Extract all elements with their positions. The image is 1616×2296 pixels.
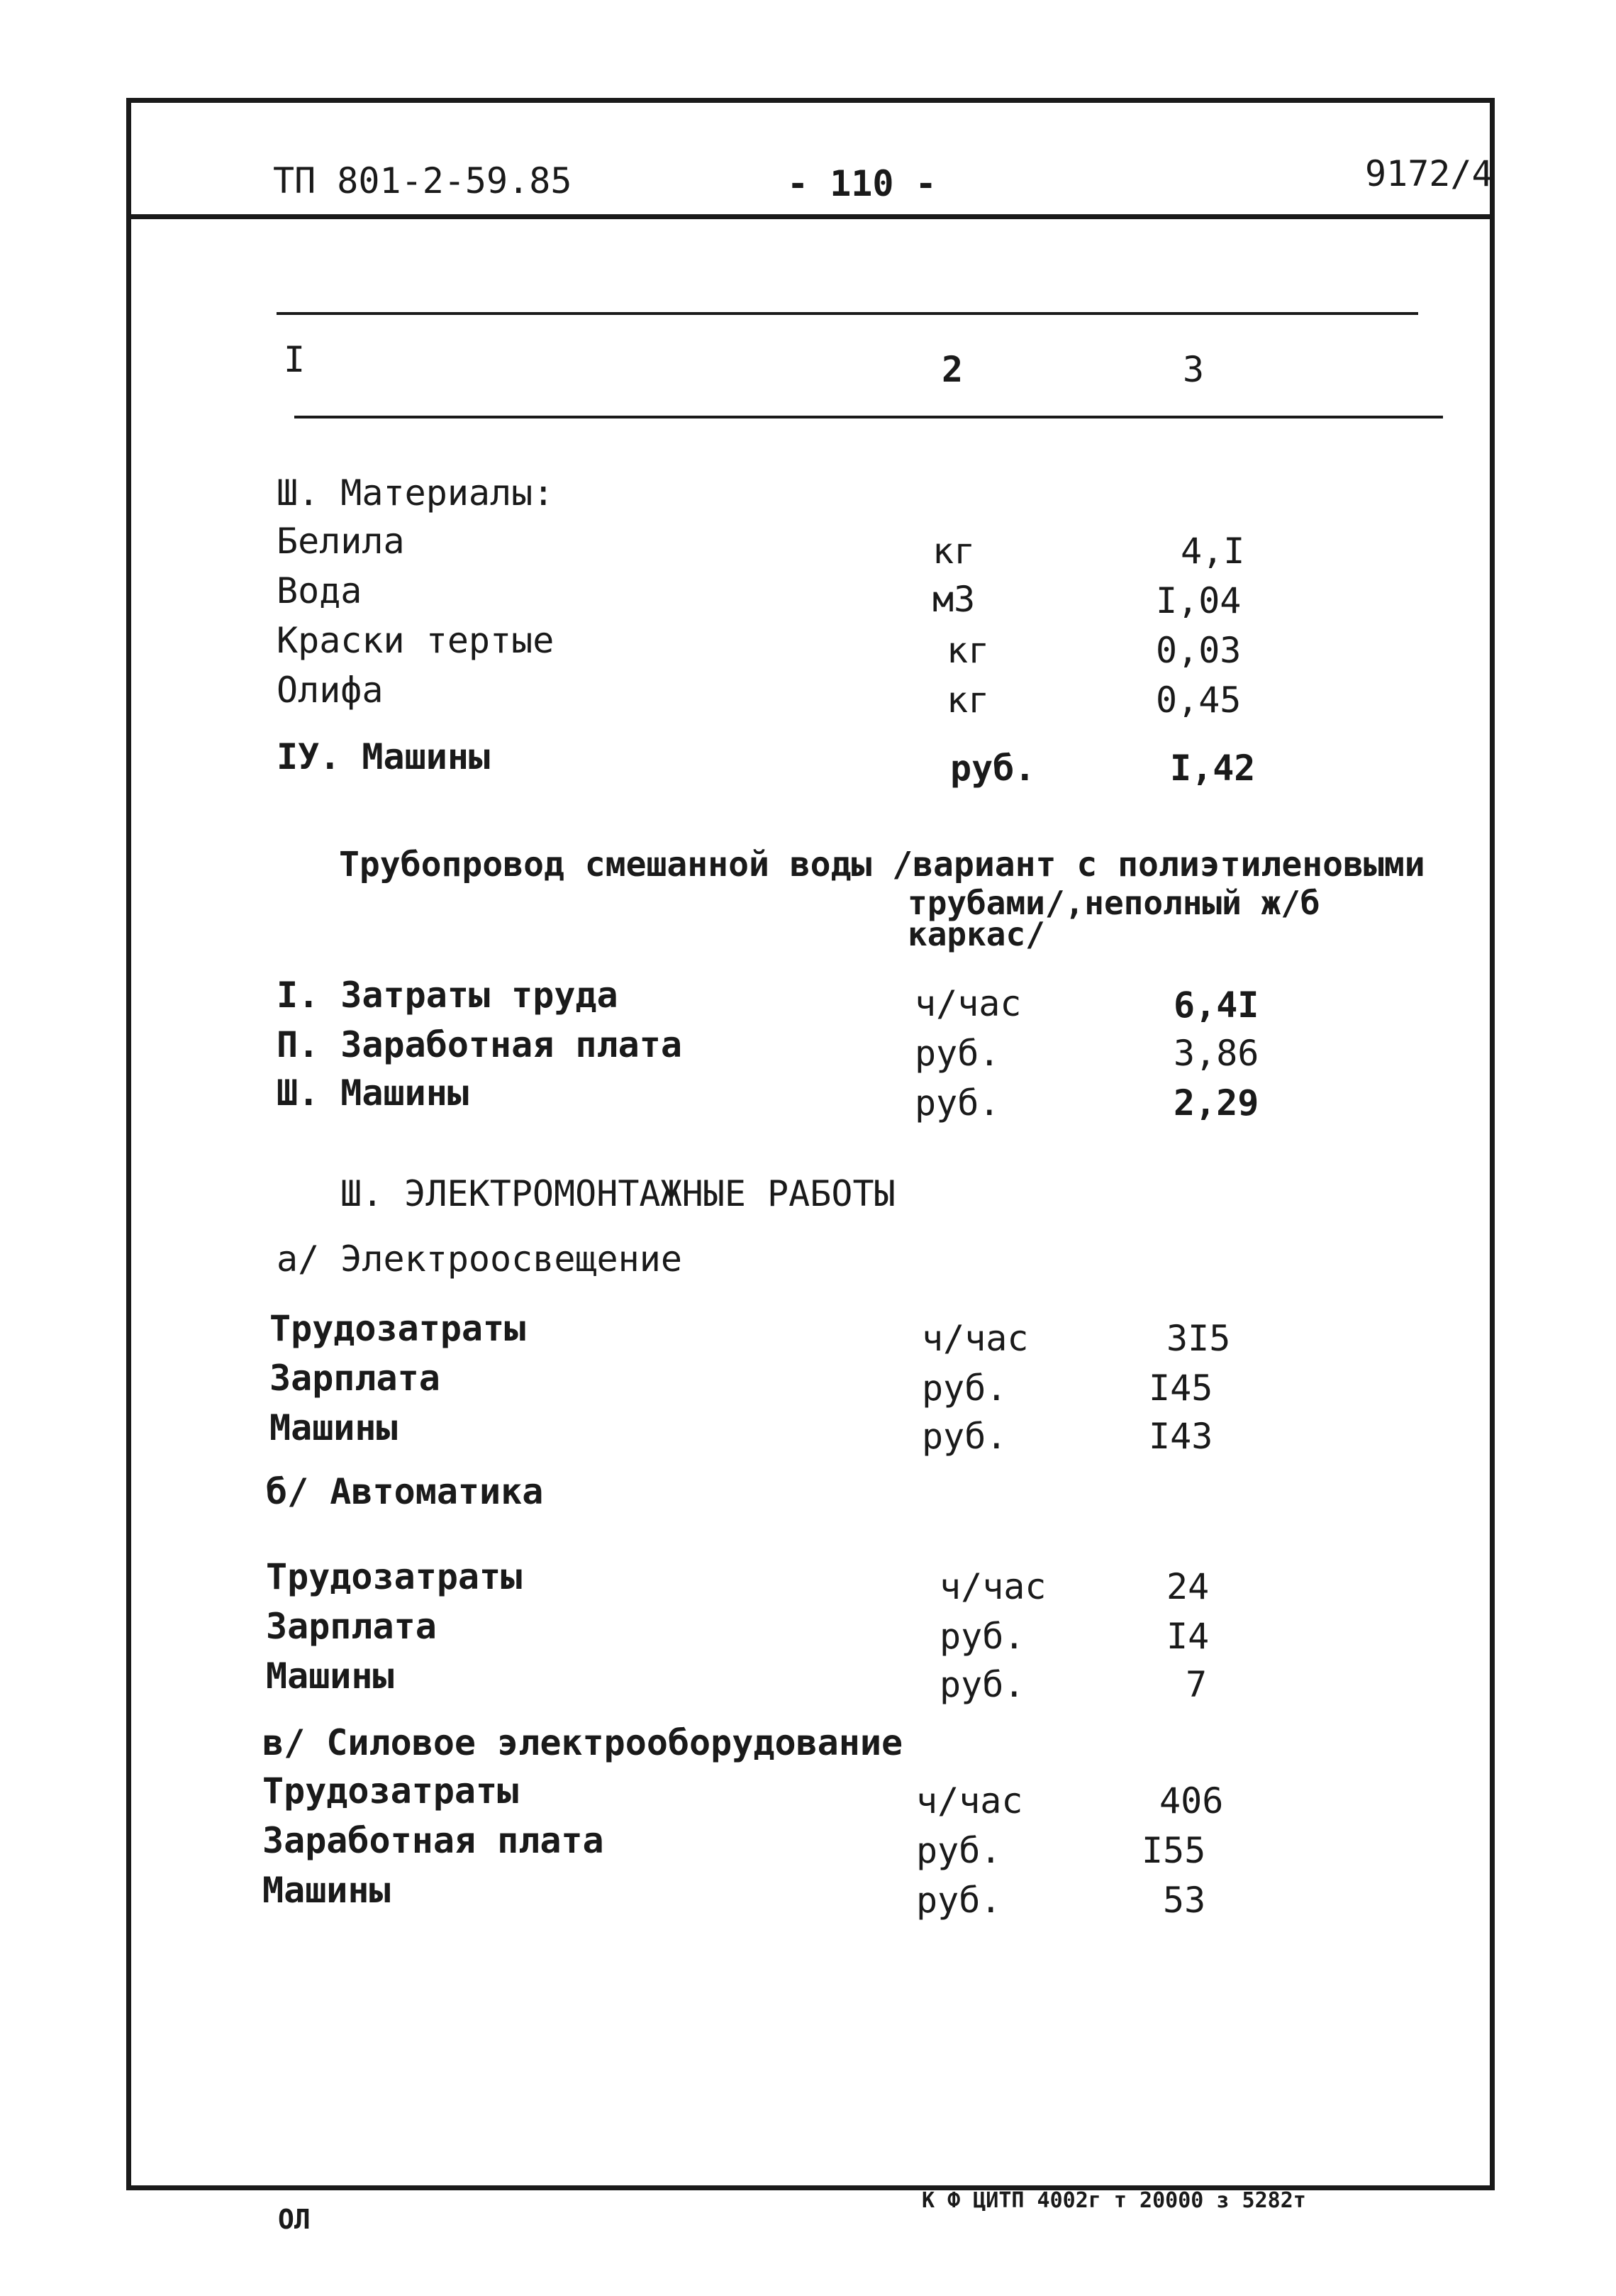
row-unit: кг — [947, 630, 990, 671]
row-unit: ч/час — [915, 983, 1022, 1024]
row-unit: ч/час — [922, 1318, 1029, 1359]
row-unit: кг — [947, 680, 990, 721]
row-unit: руб. — [916, 1880, 1002, 1921]
row-value: I43 — [1149, 1416, 1213, 1457]
row-value: 0,45 — [1156, 680, 1242, 721]
doc-code: ТП 801-2-59.85 — [273, 160, 572, 201]
footer-print-info: К Ф ЦИТП 4002г т 20000 з 5282т — [922, 2188, 1306, 2213]
row-unit: руб. — [916, 1830, 1002, 1871]
row-unit: руб. — [922, 1368, 1008, 1409]
pipeline-title-line-1: Трубопровод смешанной воды /вариант с полиэтиленовыми — [339, 845, 1425, 884]
pipeline-title-line-3: каркас/ — [908, 915, 1045, 953]
row-name: Ш. Машины — [277, 1072, 469, 1114]
row-value: 4,I — [1181, 531, 1245, 572]
machines-unit: руб. — [950, 748, 1036, 789]
electro-title: Ш. ЭЛЕКТРОМОНТАЖНЫЕ РАБОТЫ — [340, 1173, 896, 1214]
row-value: 0,03 — [1156, 630, 1242, 671]
row-unit: руб. — [922, 1416, 1008, 1457]
row-name: Зарплата — [269, 1358, 440, 1399]
row-value: 7 — [1186, 1664, 1208, 1705]
row-unit: руб. — [915, 1082, 1001, 1124]
column-3-header: 3 — [1183, 349, 1205, 390]
column-2-header: 2 — [942, 349, 964, 390]
header-rule — [126, 214, 1495, 219]
row-value: 53 — [1163, 1880, 1206, 1921]
row-name: Олифа — [277, 670, 384, 711]
row-unit: ч/час — [940, 1566, 1047, 1607]
row-name: Зарплата — [266, 1606, 437, 1647]
row-value: I,04 — [1156, 580, 1242, 621]
row-name: Машины — [262, 1870, 391, 1911]
row-unit: руб. — [940, 1616, 1025, 1657]
row-value: 3I5 — [1166, 1318, 1231, 1359]
row-name: Машины — [266, 1656, 394, 1697]
row-name: Заработная плата — [262, 1820, 604, 1861]
row-name: I. Затраты труда — [277, 975, 618, 1016]
column-1-header: I — [284, 339, 306, 380]
row-unit: м3 — [932, 579, 976, 620]
pipeline-title-line-2: трубами/,неполный ж/б — [908, 884, 1320, 922]
table-header-rule — [294, 416, 1443, 418]
row-value: 6,4I — [1174, 985, 1259, 1026]
materials-title: Ш. Материалы: — [277, 472, 555, 514]
machines-name: IУ. Машины — [277, 736, 491, 777]
row-name: Краски тертые — [277, 620, 555, 661]
table-top-rule — [277, 312, 1418, 315]
row-unit: ч/час — [916, 1780, 1023, 1821]
row-value: I45 — [1149, 1368, 1213, 1409]
page-number: - 110 - — [787, 163, 937, 204]
row-value: 2,29 — [1174, 1082, 1259, 1124]
machines-value: I,42 — [1170, 748, 1256, 789]
row-value: I55 — [1142, 1830, 1206, 1871]
row-name: Белила — [277, 521, 405, 562]
row-name: П. Заработная плата — [277, 1024, 682, 1065]
row-value: 24 — [1166, 1566, 1210, 1607]
row-value: I4 — [1166, 1616, 1210, 1657]
row-name: Трудозатраты — [269, 1308, 526, 1349]
footer-left: ОЛ — [278, 2204, 311, 2235]
row-name: Вода — [277, 570, 362, 611]
row-unit: кг — [932, 531, 976, 572]
row-name: Трудозатраты — [262, 1770, 519, 1812]
subsection-b-title: б/ Автоматика — [266, 1471, 544, 1512]
subsection-c-title: в/ Силовое электрооборудование — [262, 1722, 903, 1763]
row-unit: руб. — [940, 1664, 1025, 1705]
row-unit: руб. — [915, 1033, 1001, 1074]
row-value: 406 — [1159, 1780, 1224, 1821]
row-value: 3,86 — [1174, 1033, 1259, 1074]
sheet-number: 9172/4 — [1365, 153, 1493, 194]
row-name: Машины — [269, 1407, 398, 1448]
subsection-a-title: а/ Электроосвещение — [277, 1238, 682, 1280]
row-name: Трудозатраты — [266, 1556, 523, 1597]
